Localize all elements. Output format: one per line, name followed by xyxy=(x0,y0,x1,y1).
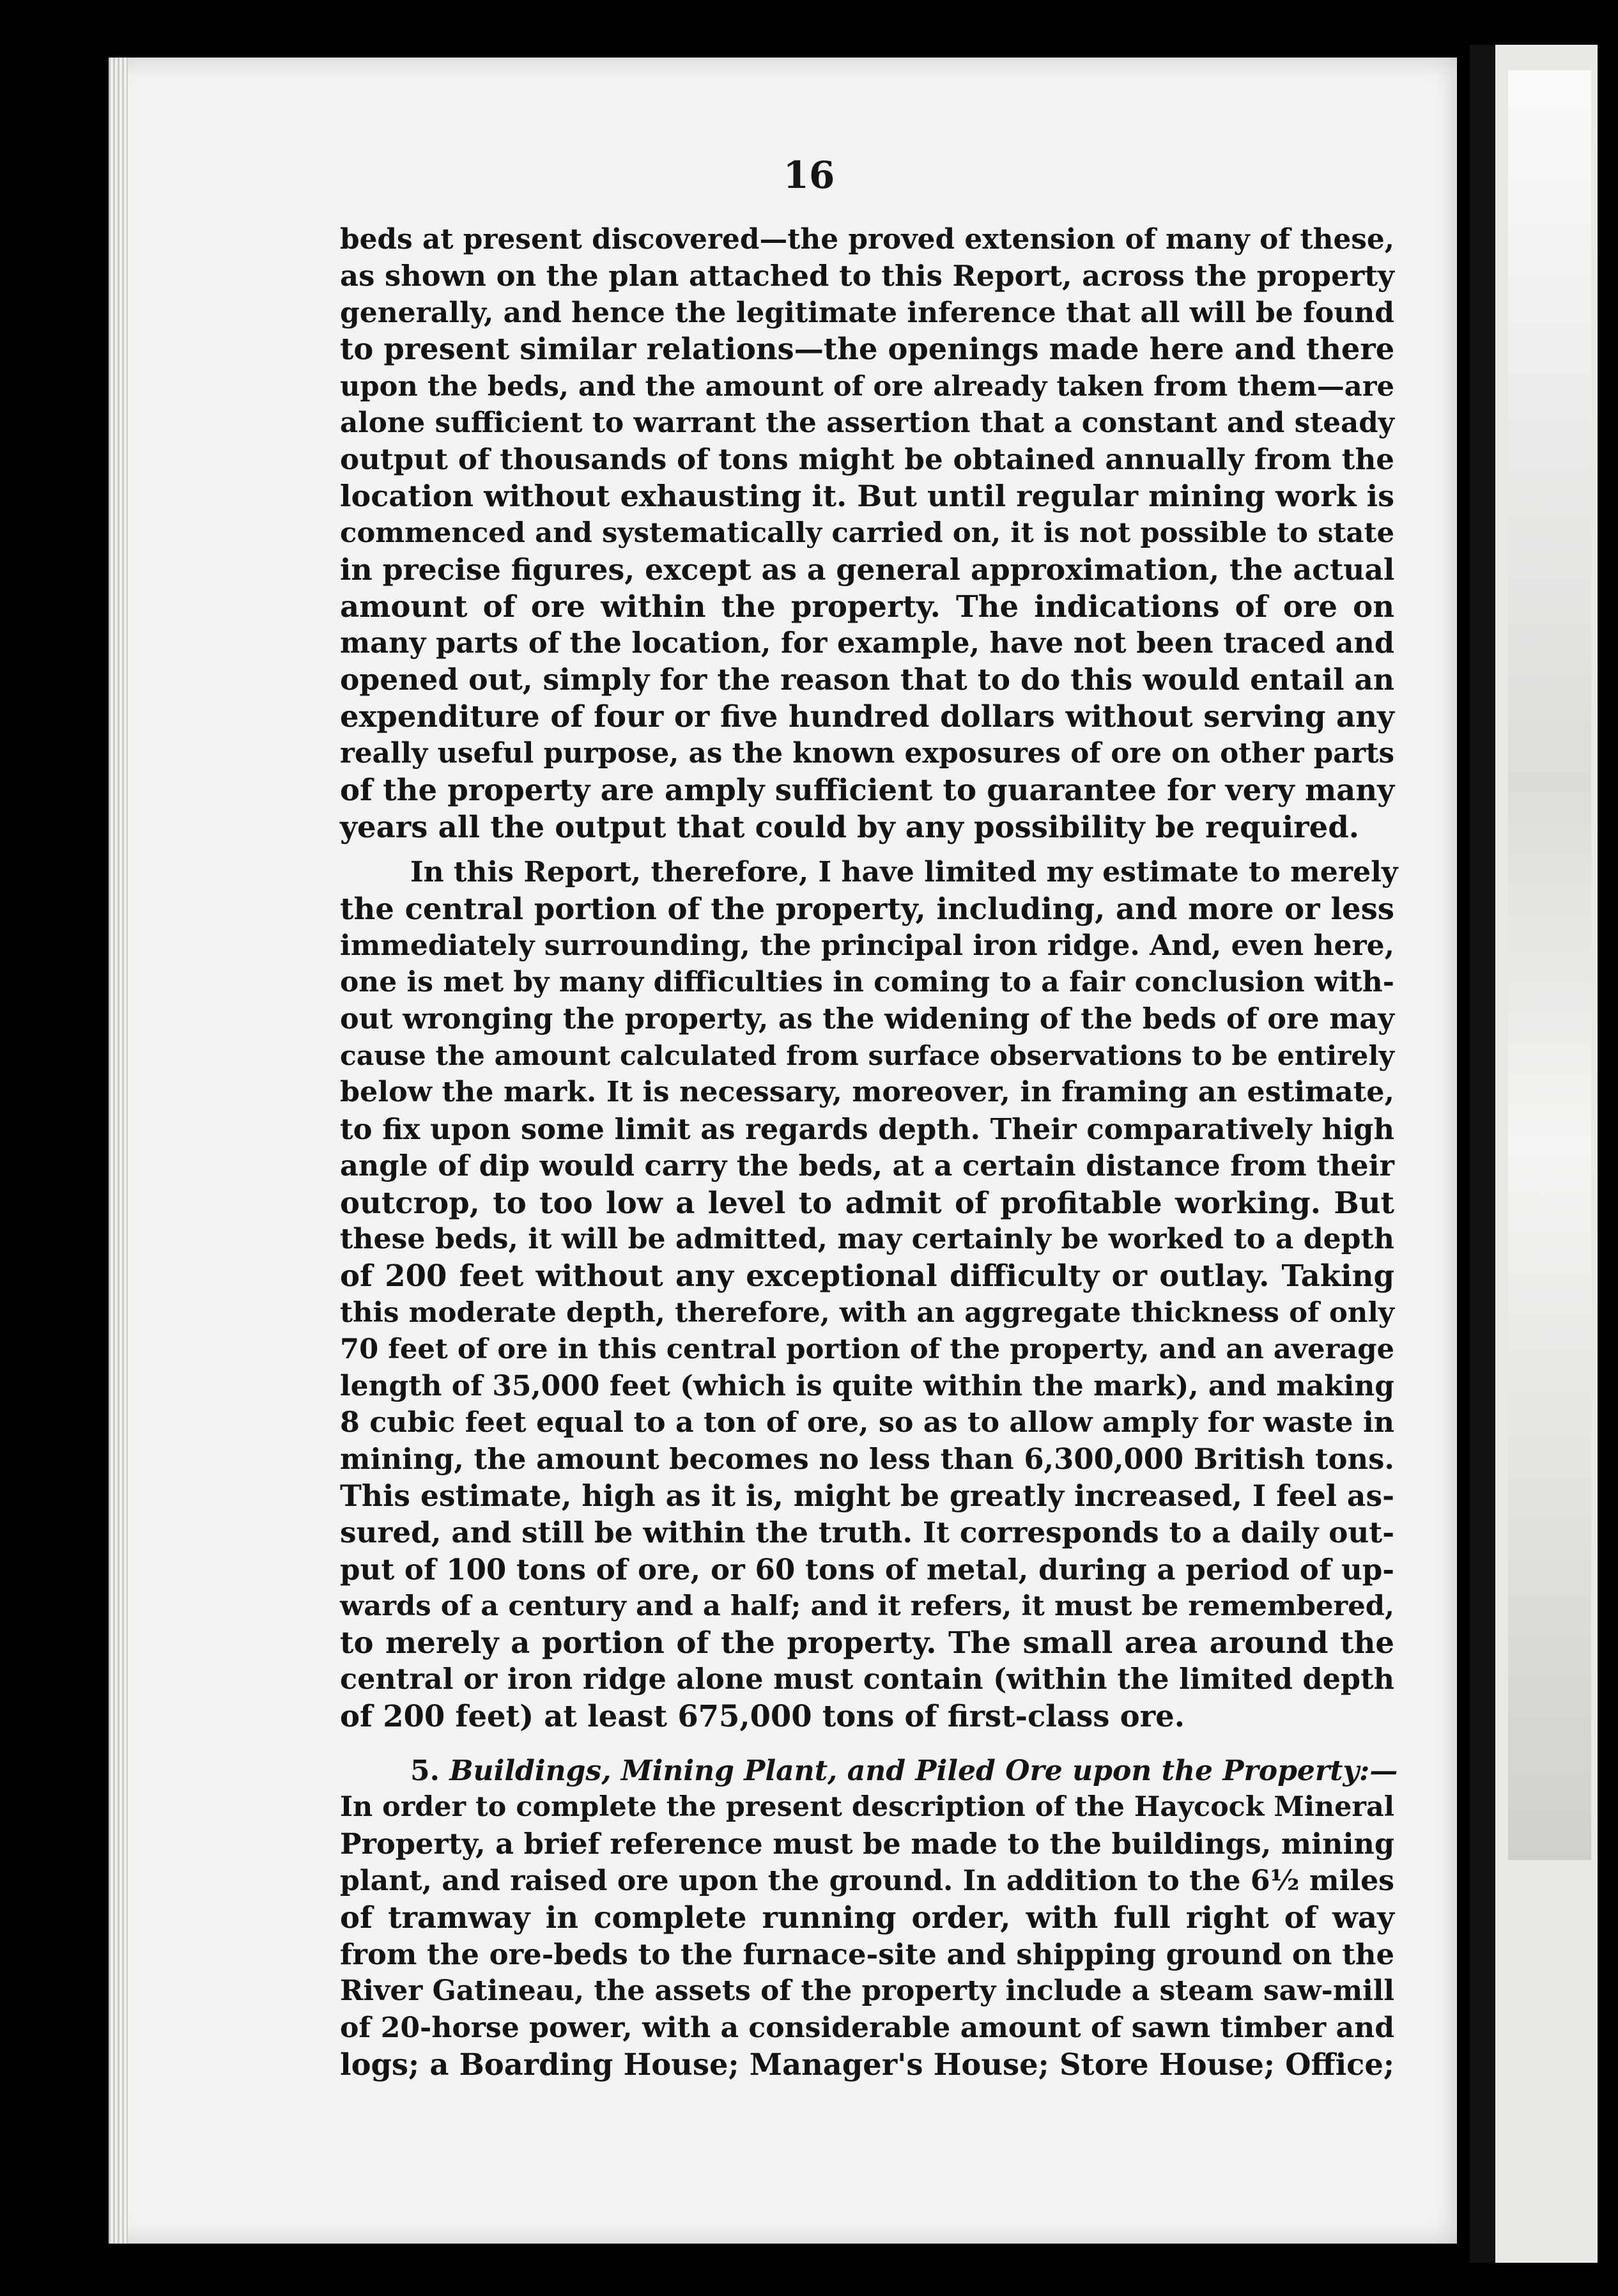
text-line: cause the amount calculated from surface observations to be entirely xyxy=(340,1039,1394,1071)
text-line: River Gatineau, the assets of the property include a steam saw-mill xyxy=(340,1974,1394,2008)
text-line: many parts of the location, for example, have not been traced and xyxy=(340,626,1394,660)
text-line: to present similar relations—the openings made here and there xyxy=(340,332,1395,367)
text-line: expenditure of four or five hundred dollars without serving any xyxy=(340,699,1394,734)
text-line: one is met by many difficulties in coming to a fair conclusion with- xyxy=(340,966,1394,999)
section-heading xyxy=(340,1753,1398,1789)
text-line: of tramway in complete running order, with full right of way xyxy=(340,1900,1394,1935)
text-line: mining, the amount becomes no less than 6,300,000 British tons. xyxy=(340,1442,1394,1477)
text-line: output of thousands of tons might be obtained annually from the xyxy=(340,442,1394,477)
text-line: generally, and hence the legitimate inference that all will be found xyxy=(340,296,1394,329)
text-line: amount of ore within the property. The indications of ore on xyxy=(340,589,1394,624)
facing-page-edge xyxy=(1470,45,1598,2263)
text-line: this moderate depth, therefore, with an aggregate thickness of only xyxy=(340,1296,1394,1329)
text-line: put of 100 tons of ore, or 60 tons of metal, during a period of up- xyxy=(340,1552,1394,1586)
text-line: commenced and systematically carried on, it is not possible to state xyxy=(340,516,1394,550)
text-line: beds at present discovered—the proved extension of many of these, xyxy=(340,223,1394,256)
text-line: In order to complete the present description of the Haycock Mineral xyxy=(340,1791,1394,1824)
text-line: location without exhausting it. But until regular mining work is xyxy=(340,478,1394,513)
text-line: outcrop, to too low a level to admit of profitable working. But xyxy=(340,1184,1394,1220)
text-line: wards of a century and a half; and it refers, it must be remembered, xyxy=(340,1590,1394,1623)
text-line: these beds, it will be admitted, may certainly be worked to a depth xyxy=(340,1222,1394,1255)
text-line: 8 cubic feet equal to a ton of ore, so as to allow amply for waste in xyxy=(340,1406,1394,1439)
text-line: alone sufficient to warrant the assertion that a constant and steady xyxy=(340,407,1394,440)
text-line: length of 35,000 feet (which is quite within the mark), and making xyxy=(340,1369,1394,1402)
section-title: Buildings, Mining Plant, and Piled Ore upon the Property:— xyxy=(449,1754,1398,1787)
body-text xyxy=(340,221,1398,2083)
section-number: 5. xyxy=(410,1754,440,1787)
text-line: angle of dip would carry the beds, at a certain distance from their xyxy=(340,1149,1394,1183)
text-line: years all the output that could by any possibility be required. xyxy=(340,809,1359,844)
text-line: In this Report, therefore, I have limited my estimate to merely xyxy=(410,855,1398,888)
text-line: of 20-horse power, with a considerable amount of sawn timber and xyxy=(340,2011,1394,2044)
page-spine-edge xyxy=(109,58,128,2244)
text-line: to merely a portion of the property. The small area around the xyxy=(340,1625,1394,1661)
text-line: of 200 feet without any exceptional difficulty or outlay. Taking xyxy=(340,1258,1394,1294)
text-line: of the property are amply sufficient to guarantee for very many xyxy=(340,772,1395,808)
paragraph-3 xyxy=(340,1753,1398,2083)
text-line: 70 feet of ore in this central portion of the property, and an average xyxy=(340,1333,1394,1366)
paragraph-1 xyxy=(340,221,1394,845)
paragraph-2 xyxy=(340,854,1398,1735)
text-line: as shown on the plan attached to this Report, across the property xyxy=(340,259,1394,293)
text-line: This estimate, high as it is, might be greatly increased, I feel as- xyxy=(340,1478,1394,1513)
text-line: from the ore-beds to the furnace-site and shipping ground on the xyxy=(340,1937,1394,1971)
text-line: in precise figures, except as a general approximation, the actual xyxy=(340,552,1395,587)
text-line: the central portion of the property, including, and more or less xyxy=(340,891,1394,927)
text-line: out wronging the property, as the widening of the beds of ore may xyxy=(340,1002,1394,1036)
text-line: sured, and still be within the truth. It corresponds to a daily out- xyxy=(340,1515,1394,1550)
text-line: opened out, simply for the reason that to do this would entail an xyxy=(340,662,1394,697)
text-line: Property, a brief reference must be made to the buildings, mining xyxy=(340,1827,1394,1861)
text-line: central or iron ridge alone must contain (within the limited depth xyxy=(340,1662,1394,1696)
text-line: of 200 feet) at least 675,000 tons of first-class ore. xyxy=(340,1698,1185,1734)
page-number: 16 xyxy=(783,153,835,197)
text-line: really useful purpose, as the known exposures of ore on other parts xyxy=(340,736,1394,770)
text-line: plant, and raised ore upon the ground. In addition to the 6½ miles xyxy=(340,1864,1394,1897)
text-line: to fix upon some limit as regards depth. Their comparatively high xyxy=(340,1112,1394,1146)
text-line: immediately surrounding, the principal iron ridge. And, even here, xyxy=(340,929,1394,962)
text-line: below the mark. It is necessary, moreover, in framing an estimate, xyxy=(340,1075,1394,1109)
text-line: upon the beds, and the amount of ore already taken from them—are xyxy=(340,369,1394,403)
text-line: logs; a Boarding House; Manager's House; Store House; Office; xyxy=(340,2046,1394,2082)
